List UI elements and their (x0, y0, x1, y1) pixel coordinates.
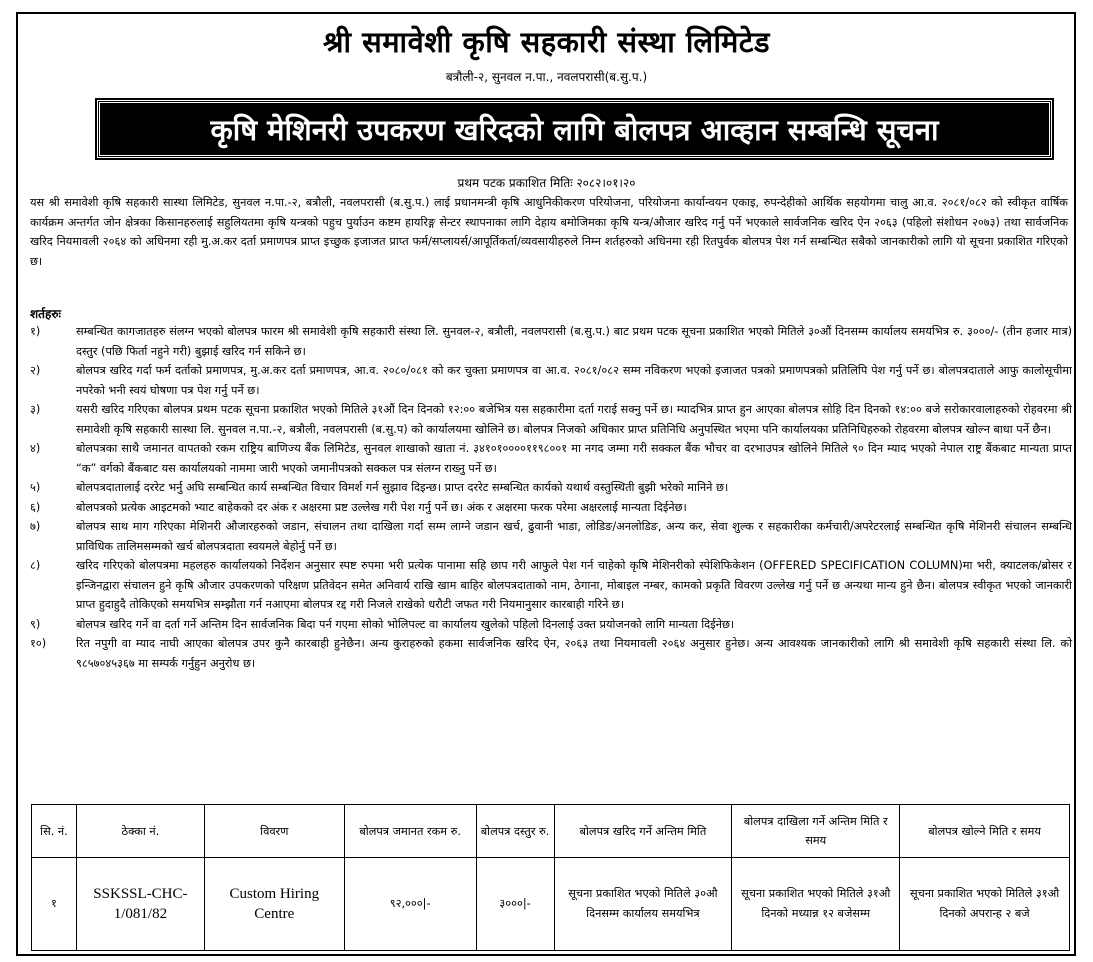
term-item (30, 517, 1072, 556)
term-text: यसरी खरिद गरिएका बोलपत्र प्रथम पटक सूचना प्रकाशित भएको मितिले ३१औं दिन दिनको १२:०० बजेभित्र यस सहकारीमा दर्ता गराई सक्नु पर्ने छ। म्यादभित्र प्राप्त हुन आएका बोलपत्र सोहि दिन दिनको १४:०० बजे सरोकारवालाहरुको रोहवरमा श्री समावेशी कृषि सहकारी सास्था लि. सुनवल न.पा.-२, बत्रौली, नवलपरासी (ब.सु.प) को कार्यालयमा खोलिने छ। बोलपत्र निजको अधिकार प्राप्त प्रतिनिधि अनुपस्थित भएमा पनि कार्यालयका प्रतिनिधिहरुको रोहवरमा बोलपत्र खोल्न बाधा पर्ने छैन। (76, 403, 1072, 436)
terms-list (30, 322, 1072, 673)
cell-bid-fee: ३०००|- (476, 858, 554, 951)
term-item (30, 439, 1072, 478)
term-number: ४) (30, 442, 41, 455)
term-text: बोलपत्र साथ माग गरिएका मेशिनरी औजारहरुको जडान, संचालन तथा दाखिला गर्दा सम्म लाग्ने जडान खर्च, ढुवानी भाडा, लोडिङ/अनलोडिङ, अन्य कर, सेवा शुल्क र सहकारीका कर्मचारी/अपरेटरलाई सम्बन्धित कृषि मेशिनरी संचालन सम्बन्धि प्राविधिक तालिमसम्मको खर्च बोलपत्रदाता स्वयमले बेहोर्नु पर्ने छ। (76, 520, 1072, 553)
term-item (30, 361, 1072, 400)
term-item (30, 634, 1072, 673)
term-text: सम्बन्धित कागजातहरु संलग्न भएको बोलपत्र फारम श्री समावेशी कृषि सहकारी संस्था लि. सुनवल-२, बत्रौली, नवलपरासी (ब.सु.प.) बाट प्रथम पटक सूचना प्रकाशित भएको मितिले ३०औं दिनसम्म कार्यालय समयभित्र रु. ३०००/- (तीन हजार मात्र) दस्तुर (पछि फिर्ता नहुने गरी) बुझाई खरिद गर्न सकिने छ। (76, 325, 1072, 358)
notice-title-banner (97, 100, 1052, 158)
notice-title: कृषि मेशिनरी उपकरण खरिदको लागि बोलपत्र आव्हान सम्बन्धि सूचना (210, 112, 939, 147)
cell-purchase-deadline: सूचना प्रकाशित भएको मितिले ३०औ दिनसम्म कार्यालय समयभित्र (554, 858, 732, 951)
term-number: ८) (30, 559, 41, 572)
term-item (30, 498, 1072, 518)
term-text: बोलपत्र खरिद गर्ने वा दर्ता गर्ने अन्तिम दिन सार्वजनिक बिदा पर्न गएमा सोको भोलिपल्ट वा कार्यालय खुलेको पहिलो दिनलाई उक्त प्रयोजनको लागि मान्यता दिईनेछ। (76, 617, 735, 631)
term-item (30, 556, 1072, 615)
term-number: १०) (30, 637, 47, 650)
term-item (30, 322, 1072, 361)
intro-paragraph: यस श्री समावेशी कृषि सहकारी सास्था लिमिटेड, सुनवल न.पा.-२, बत्रौली, नवलपरासी (ब.सु.प.) लाई प्रधानमन्त्री कृषि आधुनिकीकरण परियोजना, परियोजना कार्यान्वयन एकाइ, रुपन्देहीको आर्थिक सहयोगमा चालु आ.व. २०८१/०८२ को स्वीकृत वार्षिक कार्यक्रम अन्तर्गत जोन क्षेत्रका किसानहरुलाई सहुलियतमा कृषि यन्त्रको पहुच पुर्याउन कष्टम हायरिङ्ग सेन्टर स्थापनाका लागि देहाय बमोजिमका कृषि यन्त्र/औजार खरिद गर्नु पर्ने भएकाले सार्वजनिक खरिद ऐन २०६३ (पहिलो संशोधन २०७३) तथा सार्वजनिक खरिद नियमावली २०६४ को अधिनमा रही मु.अ.कर दर्ता प्रमाणपत्र प्राप्त इच्छुक इजाजत प्राप्त फर्म/सप्लायर्स/आपूर्तिकर्ता/व्यवसायीहरुले निम्न शर्तहरुको अधिनमा रही रितपुर्वक बोलपत्र पेश गर्न सम्बन्धित सबैको जानकारीको लागि यो सूचना प्रकाशित गरिएको छ। (30, 196, 1068, 268)
term-text: बोलपत्रका साथै जमानत वापतको रकम राष्ट्रिय बाणिज्य बैंक लिमिटेड, सुनवल शाखाको खाता नं. ३४१०१००००११९८००१ मा नगद जम्मा गरी सक्कल बैंक भौचर वा दरभाउपत्र खोलिने मितिले ९० दिन म्याद भएको नेपाल राष्ट्र बैंकबाट मान्यता प्राप्त “क” वर्गको बैंकबाट यस कार्यालयको नाममा जारी भएको जमानीपत्रको सक्कल पत्र संलग्न राख्नु पर्ने छ। (76, 442, 1072, 475)
term-text: बोलपत्रदातालाई दररेट भर्नु अघि सम्बन्धित कार्य सम्बन्धित विचार विमर्श गर्न सुझाव दिइन्छ। प्राप्त दररेट सम्बन्धित कार्यको यथार्थ वस्तुस्थिती बुझी भरेको मानिने छ। (76, 481, 729, 494)
col-header-purchase-deadline: बोलपत्र खरिद गर्ने अन्तिम मिति (554, 805, 732, 858)
col-header-bid-security: बोलपत्र जमानत रकम रु. (344, 805, 476, 858)
col-header-opening-date: बोलपत्र खोल्ने मिति र समय (900, 805, 1070, 858)
col-header-contract-no: ठेक्का नं. (76, 805, 204, 858)
cell-bid-security: ९२,०००|- (344, 858, 476, 951)
organization-name: श्री समावेशी कृषि सहकारी संस्था लिमिटेड (322, 25, 771, 59)
col-header-bid-fee: बोलपत्र दस्तुर रु. (476, 805, 554, 858)
tender-table (31, 804, 1070, 951)
term-number: २) (30, 364, 41, 377)
col-header-submission-deadline: बोलपत्र दाखिला गर्ने अन्तिम मिति र समय (732, 805, 900, 858)
term-text: खरिद गरिएको बोलपत्रमा महलहरु कार्यालयको निर्देशन अनुसार स्पष्ट रुपमा भरी प्रत्येक पानामा सहि छाप गरी आफुले पेश गर्न चाहेको कृषि मेशिनरीको स्पेशिफिकेशन (OFFERED SPECIFICATION COLUMN)मा भरी, क्याटलक/ब्रोसर र इन्जिनद्वारा संचालन हुने कृषि औजार उपकरणको परिक्षण प्रतिवेदन समेत अनिवार्य राखि खाम बाहिर बोलपत्रदाताको नाम, ठेगाना, मोबाइल नम्बर, कामको प्रकृति विवरण उल्लेख गर्नु पर्ने छ अन्यथा मान्य हुने छैन। बोलपत्र स्वीकृत भएको जानकारी प्राप्त हुदाहुदै तोकिएको समयभित्र सम्झौता गर्न नआएमा बोलपत्र रद्द गरी निजले राखेको धरौटी जफत गरी नियमानुसार कारबाही गरिने छ। (76, 559, 1072, 611)
cell-opening-date: सूचना प्रकाशित भएको मितिले ३१औ दिनको अपरान्ह २ बजे (900, 858, 1070, 951)
col-header-description: विवरण (204, 805, 344, 858)
term-item (30, 478, 1072, 498)
col-header-serial: सि. नं. (32, 805, 77, 858)
table-row (32, 858, 1070, 951)
cell-contract-no: SSKSSL-CHC-1/081/82 (76, 858, 204, 951)
term-number: ९) (30, 617, 41, 631)
cell-serial: १ (32, 858, 77, 951)
term-number: १) (30, 325, 41, 338)
cell-description: Custom Hiring Centre (204, 858, 344, 951)
term-item (30, 615, 1072, 635)
term-item (30, 400, 1072, 439)
term-number: ७) (30, 520, 41, 533)
term-text: बोलपत्र खरिद गर्दा फर्म दर्ताको प्रमाणपत्र, मु.अ.कर दर्ता प्रमाणपत्र, आ.व. २०८०/०८१ को कर चुक्ता प्रमाणपत्र वा आ.व. २०८१/०८२ सम्म नविकरण भएको इजाजत पत्रको प्रमाणपत्रको प्रतिलिपि पेश गर्नु पर्ने छ। बोलपत्रदाताले आफु कालोसूचीमा नपरेको भनी स्वयं घोषणा पत्र पेश गर्नु पर्ने छ। (76, 364, 1072, 397)
term-text: रित नपुगी वा म्याद नाघी आएका बोलपत्र उपर कुनै कारबाही हुनेछैन। अन्य कुराहरुको हकमा सार्वजनिक खरिद ऐन, २०६३ तथा नियमावली २०६४ अनुसार हुनेछ। अन्य आवश्यक जानकारीको लागि श्री समावेशी कृषि सहकारी संस्था लि. को ९८५७०४५३६७ मा सम्पर्क गर्नुहुन अनुरोध छ। (76, 637, 1072, 670)
term-number: ३) (30, 403, 41, 416)
terms-heading: शर्तहरुः (30, 307, 61, 321)
term-text: बोलपत्रको प्रत्येक आइटमको भ्याट बाहेकको दर अंक र अक्षरमा प्रष्ट उल्लेख गरी पेश गर्नु पर्ने छ। अंक र अक्षरमा फरक परेमा अक्षरलाई मान्यता दिईनेछ। (76, 500, 687, 514)
term-number: ५) (30, 481, 41, 494)
cell-submission-deadline: सूचना प्रकाशित भएको मितिले ३१औ दिनको मध्यान्न १२ बजेसम्म (732, 858, 900, 951)
term-number: ६) (30, 500, 41, 514)
publish-date: प्रथम पटक प्रकाशित मितिः २०८२।०१।२० (457, 176, 636, 190)
organization-address: बत्रौली-२, सुनवल न.पा., नवलपरासी(ब.सु.प.) (445, 70, 648, 84)
table-header-row (32, 805, 1070, 858)
